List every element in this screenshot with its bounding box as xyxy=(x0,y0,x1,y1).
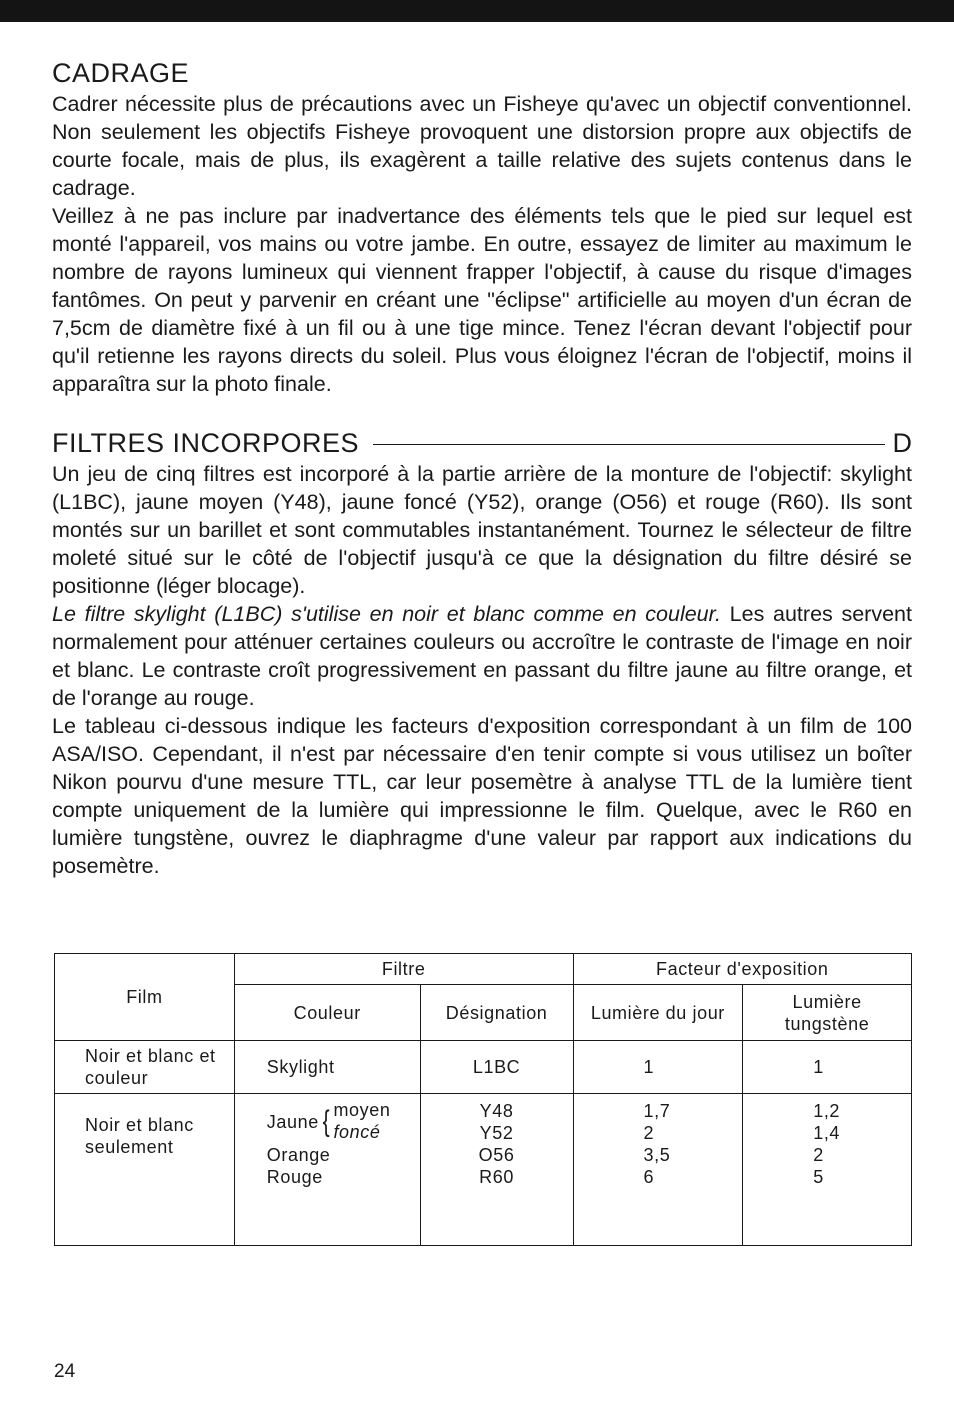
jaune-moyen: moyen xyxy=(333,1100,391,1120)
row1-tungstene: 1 xyxy=(743,1041,912,1094)
row2-tungstene xyxy=(743,1094,912,1246)
row2-film: Noir et blanc seulement xyxy=(55,1094,235,1246)
cadrage-title: CADRAGE xyxy=(52,58,190,88)
filtres-section xyxy=(52,426,912,880)
tungstene-value: 1,2 xyxy=(813,1101,841,1121)
tungstene-value: 1,4 xyxy=(813,1123,841,1143)
skylight-note: Le filtre skylight (L1BC) s'utilise en noir et blanc comme en couleur. xyxy=(52,602,721,626)
filtres-paragraph-2 xyxy=(52,600,912,712)
row1-film: Noir et blanc et couleur xyxy=(55,1041,235,1094)
rouge-label: Rouge xyxy=(266,1167,323,1187)
section-marker: D xyxy=(892,428,912,458)
cadrage-paragraph-1: Cadrer nécessite plus de précautions avec un Fisheye qu'avec un objectif conventionnel. Non seulement les objectifs Fisheye provoquent une distorsion propre aux objectifs de courte focale, mais de plus, ils exagèrent a taille relative des sujets contenus dans le cadrage. xyxy=(52,92,912,200)
filtres-heading-row xyxy=(52,426,912,460)
header-lumiere-jour: Lumière du jour xyxy=(573,985,743,1041)
designation-y52: Y52 xyxy=(479,1123,514,1143)
designation-y48: Y48 xyxy=(479,1101,514,1121)
brace-symbol: { xyxy=(322,1105,330,1138)
header-film: Film xyxy=(55,954,235,1041)
filtres-paragraph-3: Le tableau ci-dessous indique les facteurs d'exposition correspondant à un film de 100 ASA/ISO. Cependant, il n'est par nécessaire d'en tenir compte si vous utilisez un boîter Nikon pourvu d'une mesure TTL, car leur posemètre à analyse TTL de la lumière tient compte uniquement de la lumière qui impressionne le film. Quelque, avec le R60 en lumière tungstène, ouvrez le diaphragme d'une valeur par rapport aux indications du posemètre. xyxy=(52,714,912,878)
page-content xyxy=(52,56,912,880)
row2-designations xyxy=(420,1094,573,1246)
header-designation: Désignation xyxy=(420,985,573,1041)
tungstene-value: 2 xyxy=(813,1145,824,1165)
filtres-paragraph-1: Un jeu de cinq filtres est incorporé à la partie arrière de la monture de l'objectif: skylight (L1BC), jaune moyen (Y48), jaune foncé (Y52), orange (O56) et rouge (R60). Ils sont montés sur un barillet et sont commutables instantanément. Tournez le sélecteur de filtre moleté situé sur le côté de l'objectif jusqu'à ce que la désignation du filtre désiré se positionne (léger blocage). xyxy=(52,462,912,598)
header-facteur: Facteur d'exposition xyxy=(573,954,911,985)
jaune-label: Jaune xyxy=(266,1112,319,1132)
jour-value: 2 xyxy=(643,1123,655,1143)
header-couleur: Couleur xyxy=(234,985,420,1041)
exposure-factor-table xyxy=(54,953,912,1246)
table-row xyxy=(55,1094,912,1246)
designation-o56: O56 xyxy=(478,1145,515,1165)
jour-value: 6 xyxy=(643,1167,655,1187)
jaune-fonce: foncé xyxy=(333,1122,381,1142)
jour-value: 3,5 xyxy=(643,1145,671,1165)
cadrage-section xyxy=(52,56,912,398)
row2-jour xyxy=(573,1094,743,1246)
orange-label: Orange xyxy=(266,1145,331,1165)
designation-r60: R60 xyxy=(479,1167,514,1187)
cadrage-paragraph-2: Veillez à ne pas inclure par inadvertance des éléments tels que le pied sur lequel est monté l'appareil, vos mains ou votre jambe. En outre, essayez de limiter au maximum le nombre de rayons lumineux qui viennent frapper l'objectif, à cause du risque d'images fantômes. On peut y parvenir en créant une "éclipse" artificielle au moyen d'un écran de 7,5cm de diamètre fixé à un fil ou à une tige mince. Tenez l'écran devant l'objectif pour qu'il retienne les rayons directs du soleil. Plus vous éloignez l'écran de l'objectif, moins il apparaîtra sur la photo finale. xyxy=(52,204,912,396)
jaune-variants xyxy=(333,1100,390,1144)
table-row xyxy=(55,1041,912,1094)
row1-jour: 1 xyxy=(573,1041,743,1094)
filtres-title: FILTRES INCORPORES xyxy=(52,428,360,458)
row1-couleur: Skylight xyxy=(234,1041,420,1094)
header-lumiere-tungstene: Lumière tungstène xyxy=(743,985,912,1041)
page-number: 24 xyxy=(54,1361,76,1382)
top-black-bar xyxy=(0,0,954,22)
row1-designation: L1BC xyxy=(420,1041,573,1094)
heading-rule xyxy=(373,444,884,445)
jour-value: 1,7 xyxy=(643,1101,671,1121)
tungstene-value: 5 xyxy=(813,1167,824,1187)
header-filtre: Filtre xyxy=(234,954,573,985)
row2-couleur xyxy=(234,1094,420,1246)
filtres-paragraph-2-rest: Les autres servent normalement pour atténuer certaines couleurs ou accroître le contraste de l'image en noir et blanc. Le contraste croît progressivement en passant du filtre jaune au filtre orange, et de l'orange au rouge. xyxy=(52,602,912,710)
jaune-group xyxy=(267,1100,420,1144)
